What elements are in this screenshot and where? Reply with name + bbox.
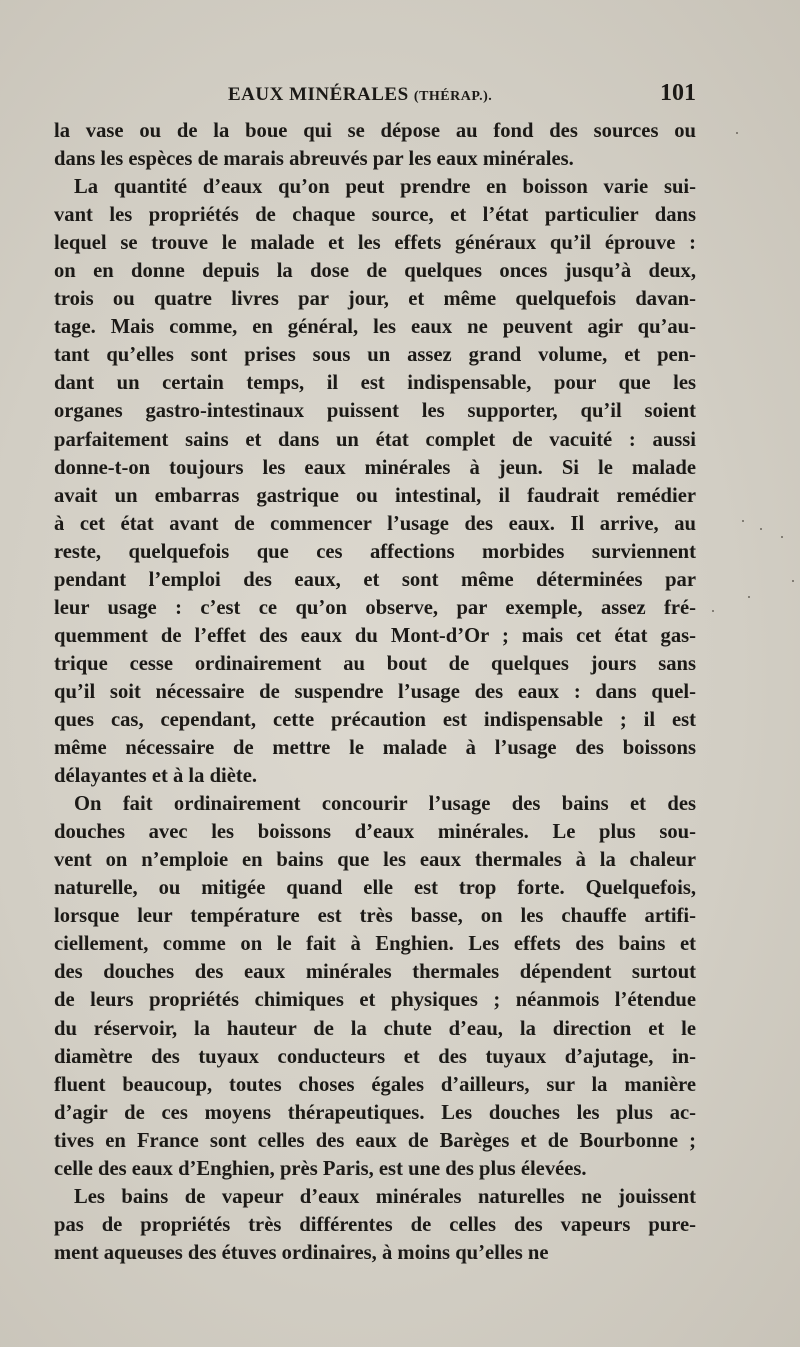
text-line: douches avec les boissons d’eaux minérales. Le plus sou- bbox=[54, 821, 696, 844]
text-line: tage. Mais comme, en général, les eaux ne peuvent agir qu’au- bbox=[54, 316, 696, 339]
text-line: La quantité d’eaux qu’on peut prendre en boisson varie sui- bbox=[74, 176, 696, 199]
text-line: leur usage : c’est ce qu’on observe, par exemple, assez fré- bbox=[54, 596, 696, 619]
paragraph bbox=[54, 117, 696, 173]
text-line: la vase ou de la boue qui se dépose au fond des sources ou bbox=[54, 120, 696, 142]
text-line: quemment de l’effet des eaux du Mont-d’Or ; mais cet état gas- bbox=[54, 624, 696, 647]
text-line: lorsque leur température est très basse, on les chauffe artifi- bbox=[54, 905, 696, 928]
paragraph bbox=[54, 790, 696, 1183]
text-line: pendant l’emploi des eaux, et sont même déterminées par bbox=[54, 568, 696, 591]
text-line: des douches des eaux minérales thermales dépendent surtout bbox=[54, 961, 696, 984]
text-line: de leurs propriétés chimiques et physiques ; néanmois l’étendue bbox=[54, 989, 696, 1012]
scan-speck bbox=[792, 580, 794, 582]
scan-speck bbox=[712, 610, 714, 612]
text-line: qu’il soit nécessaire de suspendre l’usage des eaux : dans quel- bbox=[54, 680, 696, 703]
text-line: reste, quelquefois que ces affections morbides surviennent bbox=[54, 540, 696, 563]
text-line: on en donne depuis la dose de quelques onces jusqu’à deux, bbox=[54, 260, 696, 283]
body-text bbox=[54, 117, 696, 1267]
scan-speck bbox=[760, 528, 762, 530]
text-line: même nécessaire de mettre le malade à l’usage des boissons bbox=[54, 737, 696, 760]
scan-speck bbox=[748, 596, 750, 598]
running-title-main: EAUX MINÉRALES bbox=[228, 84, 409, 105]
text-line: tives en France sont celles des eaux de Barèges et de Bourbonne ; bbox=[54, 1129, 696, 1152]
text-line: On fait ordinairement concourir l’usage des bains et des bbox=[74, 793, 696, 816]
text-line: celle des eaux d’Enghien, près Paris, est une des plus élevées. bbox=[54, 1157, 587, 1180]
page-number: 101 bbox=[660, 80, 696, 106]
text-line: tant qu’elles sont prises sous un assez grand volume, et pen- bbox=[54, 344, 696, 367]
text-line: lequel se trouve le malade et les effets généraux qu’il éprouve : bbox=[54, 232, 696, 255]
text-line: délayantes et à la diète. bbox=[54, 765, 258, 788]
text-line: organes gastro-intestinaux puissent les supporter, qu’il soient bbox=[54, 400, 696, 423]
scan-speck bbox=[736, 132, 738, 134]
text-line: dant un certain temps, il est indispensable, pour que les bbox=[54, 372, 696, 395]
text-line: vent on n’emploie en bains que les eaux thermales à la chaleur bbox=[54, 849, 696, 872]
text-line: fluent beaucoup, toutes choses égales d’ailleurs, sur la manière bbox=[54, 1073, 696, 1096]
text-line: vant les propriétés de chaque source, et l’état particulier dans bbox=[54, 204, 696, 227]
text-line: diamètre des tuyaux conducteurs et des tuyaux d’ajutage, in- bbox=[54, 1045, 696, 1068]
text-line: trois ou quatre livres par jour, et même quelquefois davan- bbox=[54, 288, 696, 311]
text-line: avait un embarras gastrique ou intestinal, il faudrait remédier bbox=[54, 484, 696, 507]
text-line: d’agir de ces moyens thérapeutiques. Les douches les plus ac- bbox=[54, 1101, 696, 1124]
text-line: du réservoir, la hauteur de la chute d’eau, la direction et le bbox=[54, 1017, 696, 1040]
running-title-subtitle: (THÉRAP.). bbox=[413, 89, 493, 104]
text-line: ciellement, comme on le fait à Enghien. Les effets des bains et bbox=[54, 933, 696, 956]
paragraph bbox=[54, 173, 696, 790]
paragraph bbox=[54, 1183, 696, 1267]
text-line: trique cesse ordinairement au bout de quelques jours sans bbox=[54, 652, 696, 675]
text-line: à cet état avant de commencer l’usage des eaux. Il arrive, au bbox=[54, 512, 696, 535]
scan-speck bbox=[781, 536, 783, 538]
text-line: parfaitement sains et dans un état complet de vacuité : aussi bbox=[54, 428, 696, 451]
text-line: pas de propriétés très différentes de celles des vapeurs pure- bbox=[54, 1213, 696, 1236]
text-line: donne-t-on toujours les eaux minérales à jeun. Si le malade bbox=[54, 456, 696, 479]
text-line: ment aqueuses des étuves ordinaires, à moins qu’elles ne bbox=[54, 1241, 549, 1264]
running-title bbox=[228, 84, 492, 106]
text-line: Les bains de vapeur d’eaux minérales naturelles ne jouissent bbox=[74, 1185, 696, 1208]
text-line: dans les espèces de marais abreuvés par les eaux minérales. bbox=[54, 148, 574, 171]
scan-speck bbox=[742, 520, 744, 522]
running-header bbox=[228, 80, 696, 110]
text-line: ques cas, cependant, cette précaution est indispensable ; il est bbox=[54, 708, 696, 731]
text-line: naturelle, ou mitigée quand elle est trop forte. Quelquefois, bbox=[54, 877, 696, 900]
